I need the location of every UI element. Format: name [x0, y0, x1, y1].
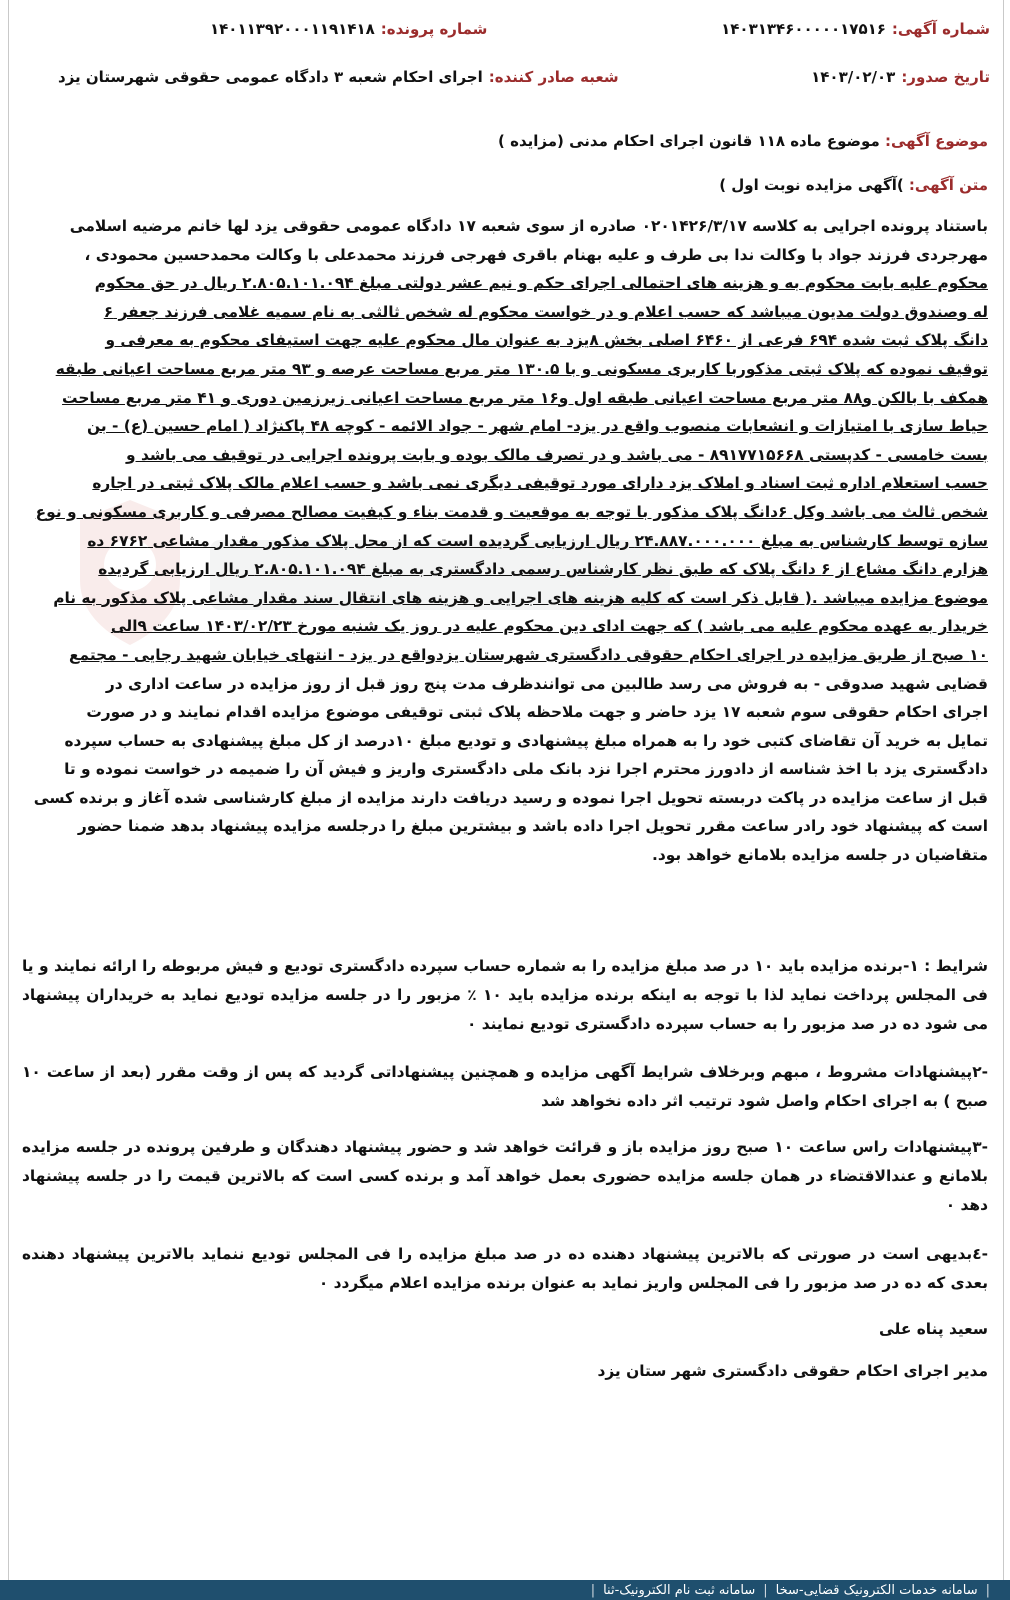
body-line: دانگ پلاک ثبت شده ۶۹۴ فرعی از ۶۴۶۰ اصلی بخش ۸یزد به عنوان مال محکوم علیه جهت استیفای محکوم به معرفی و [105, 331, 988, 350]
body-line: اجرای احکام حقوقی سوم شعبه ۱۷ یزد حاضر و جهت ملاحظه پلاک ثبتی توقیفی موضوع مزایده اقدام نمایند و در صورت [86, 703, 988, 722]
body-line: هزارم دانگ مشاع از ۶ دانگ پلاک که طبق نظر کارشناس رسمی دادگستری به مبلغ ۲.۸۰۵.۱۰۱.۰۹۴ ریال ارزیابی گردیده [98, 560, 988, 579]
branch-value: اجرای احکام شعبه ۳ دادگاه عمومی حقوقی شهرستان یزد [58, 68, 483, 86]
condition-text: -۲پیشنهادات مشروط ، مبهم وبرخلاف شرایط آگهی مزایده و همچنین پیشنهاداتی گردید که پس از وقت مقرر (بعد از ساعت ۱۰ صبح ) به اجرای احکام واصل شود ترتیب اثر داده نخواهد شد [22, 1063, 988, 1110]
condition-text: -۳پیشنهادات راس ساعت ۱۰ صبح روز مزایده باز و قرائت خواهد شد و حضور پیشنهاد دهندگان و طرفین پرونده در جلسه مزایده بلامانع و عندالاقتضاء در همان جلسه مزایده حضوری بعمل خواهد آمد و برنده کسی است که بالاترین قیمت را در جلسه پیشنهاد دهد ۰ [22, 1138, 988, 1214]
body-line: تمایل به خرید آن تقاضای کتبی خود را به همراه مبلغ پیشنهادی و تودیع مبلغ ۱۰درصد از کل مبلغ پیشنهادی به حساب سپرده [64, 731, 988, 750]
signatory-name: سعید پناه علی [878, 1320, 988, 1338]
footer-link-sana[interactable]: سامانه ثبت نام الکترونیک-ثنا [603, 1582, 756, 1598]
body-line: توقیف نموده که پلاک ثبتی مذکوربا کاربری مسکونی و با ۱۳۰.۵ متر مربع مساحت عرصه و ۹۳ متر مربع مساحت اعیانی طبقه [55, 359, 988, 378]
ad-subject [22, 132, 988, 150]
body-line: محکوم علیه بابت محکوم به و هزینه های احتمالی اجرای حکم و نیم عشر دولتی مبلغ ۲.۸۰۵.۱۰۱.۰۹۴ ریال در حق محکوم [94, 274, 988, 293]
header-row-1 [20, 20, 990, 38]
ad-text-heading [22, 176, 988, 194]
issue-date-label: تاریخ صدور: [901, 68, 990, 86]
ad-number [721, 20, 990, 38]
body-line: ۱۰ صبح از طریق مزایده در اجرای احکام حقوقی دادگستری شهرستان یزدواقع در یزد - انتهای خیابان شهید رجایی - مجتمع [69, 645, 988, 664]
condition-text: شرایط : ۱-برنده مزایده باید ۱۰ در صد مبلغ مزایده را به شماره حساب سپرده دادگستری تودیع و فیش مربوطه را ارائه نمایند و یا فی المجلس پرداخت نماید لذا با توجه به اینکه برنده مزایده باید ۱۰ ٪ مزبور را در جلسه مزایده تودیع نماید به خریداران پیشنهاد می شود ده در صد مزبور را به حساب سپرده دادگستری تودیع نمایند ۰ [22, 957, 988, 1033]
signatory-title: مدیر اجرای احکام حقوقی دادگستری شهر ستان یزد [597, 1362, 988, 1380]
case-number-value: ۱۴۰۱۱۳۹۲۰۰۰۱۱۹۱۴۱۸ [210, 20, 375, 38]
body-line: همکف با بالکن و۸۸ متر مربع مساحت اعیانی طبقه اول و۱۶ متر مربع مساحت اعیانی زیرزمین دوری و ۴۱ متر مربع مساحت [62, 388, 988, 407]
ad-body [22, 212, 988, 870]
subject-value: موضوع ماده ۱۱۸ قانون اجرای احکام مدنی (مزایده ) [498, 132, 880, 150]
case-number-label: شماره پرونده: [380, 20, 488, 38]
footer-link-sakha[interactable]: سامانه خدمات الکترونیک قضایی-سخا [775, 1582, 978, 1598]
body-line: دادگستری یزد با اخذ شناسه از دادورز محترم اجرا نزد بانک ملی دادگستری واریز و فیش آن را ضمیمه در خواست نموده و تا [64, 760, 988, 779]
body-line: است که پیشنهاد خود رادر ساعت مقرر تحویل اجرا داده باشد و بیشترین مبلغ را درجلسه مزایده پیشنهاد بدهد ضمنا حضور [77, 817, 988, 836]
branch-label: شعبه صادر کننده: [488, 68, 619, 86]
text-label: متن آگهی: [908, 176, 988, 194]
condition-4 [22, 1240, 988, 1298]
condition-2 [22, 1058, 988, 1116]
issue-date [811, 68, 990, 86]
condition-3 [22, 1133, 988, 1220]
body-line: سازه توسط کارشناس به مبلغ ۲۴.۸۸۷.۰۰۰.۰۰۰ ریال ارزیابی گردیده است که از محل پلاک مذکور مقدار مشاعی ۶۷۶۲ ده [87, 531, 988, 550]
text-heading-value: )آگهی مزایده نوبت اول ) [719, 176, 904, 194]
header-row-2 [20, 68, 990, 86]
body-line: باستناد پرونده اجرایی به کلاسه ۰۲۰۱۴۲۶/۳/۱۷ صادره از سوی شعبه ۱۷ دادگاه عمومی حقوقی یزد لها خانم مرضیه اسلامی [69, 217, 988, 235]
condition-1 [22, 952, 988, 1039]
body-line: خریدار به عهده محکوم علیه می باشد ) که جهت ادای دین محکوم علیه در روز یک شنبه مورخ ۱۴۰۳/۰۲/۲۳ ساعت ۹الی [110, 617, 988, 636]
body-line: متقاضیان در جلسه مزایده بلامانع خواهد بود. [652, 846, 988, 865]
ad-number-label: شماره آگهی: [891, 20, 990, 38]
body-line: موضوع مزایده میباشد .( قابل ذکر است که کلیه هزینه های اجرایی و هزینه های انتقال سند مقدار مشاعی پلاک مذکور به نام [53, 588, 988, 607]
subject-label: موضوع آگهی: [884, 132, 988, 150]
body-line: مهرجردی فرزند جواد با وکالت ندا بی طرف و علیه بهنام باقری فهرجی فرزند محمدعلی با وکالت محمدحسین محمودی ، [84, 245, 988, 264]
issue-date-value: ۱۴۰۳/۰۲/۰۳ [811, 68, 896, 86]
body-line: شخص ثالث می باشد وکل ۶دانگ پلاک مذکور با توجه به موقعیت و قدمت بناء و کیفیت مصالح مصرفی و کاربری مسکونی و نوع [35, 502, 988, 521]
issuing-branch [58, 68, 619, 86]
body-line: قبل از ساعت مزایده در پاکت دربسته تحویل اجرا نموده و رسید دریافت دارند مزایده از مبلغ کارشناسی شده آغاز و برنده کسی [33, 788, 988, 807]
footer-bar: | سامانه خدمات الکترونیک قضایی-سخا | سامانه ثبت نام الکترونیک-ثنا | [0, 1580, 1010, 1600]
ad-number-value: ۱۴۰۳۱۳۴۶۰۰۰۰۰۱۷۵۱۶ [721, 20, 886, 38]
body-line: حسب استعلام اداره ثبت اسناد و املاک یزد دارای مورد توقیفی دیگری نمی باشد و حسب اعلام مالک پلاک ثبتی در اجاره [92, 474, 988, 493]
body-line: له وصندوق دولت مدیون میباشد که حسب اعلام و در خواست محکوم له شخص ثالثی به نام سمیه غلامی فرزند جعفر ۶ [103, 302, 988, 321]
body-line: قضایی شهید صدوقی - به فروش می رسد طالبین می توانندظرف مدت پنج روز قبل از روز مزایده در ساعت اداری در [105, 674, 988, 693]
condition-text: -٤بدیهی است در صورتی که بالاترین پیشنهاد دهنده ده در صد مبلغ مزایده را فی المجلس تودیع ننماید بالاترین پیشنهاد دهنده بعدی که ده در صد مزبور را فی المجلس واریز نماید به عنوان برنده مزایده اعلام میگردد ۰ [22, 1245, 988, 1292]
body-line: حیاط سازی با امتیازات و انشعابات منصوب واقع در یزد- امام شهر - جواد الائمه - کوچه ۴۸ پاکنژاد ( امام حسین (ع) - بن [87, 417, 988, 436]
case-number [210, 20, 487, 38]
body-line: بست خامسی - کدپستی ۸۹۱۷۷۱۵۶۶۸ - می باشد و در تصرف مالک بوده و بابت پرونده اجرایی در توقیف می باشد و [126, 445, 988, 464]
